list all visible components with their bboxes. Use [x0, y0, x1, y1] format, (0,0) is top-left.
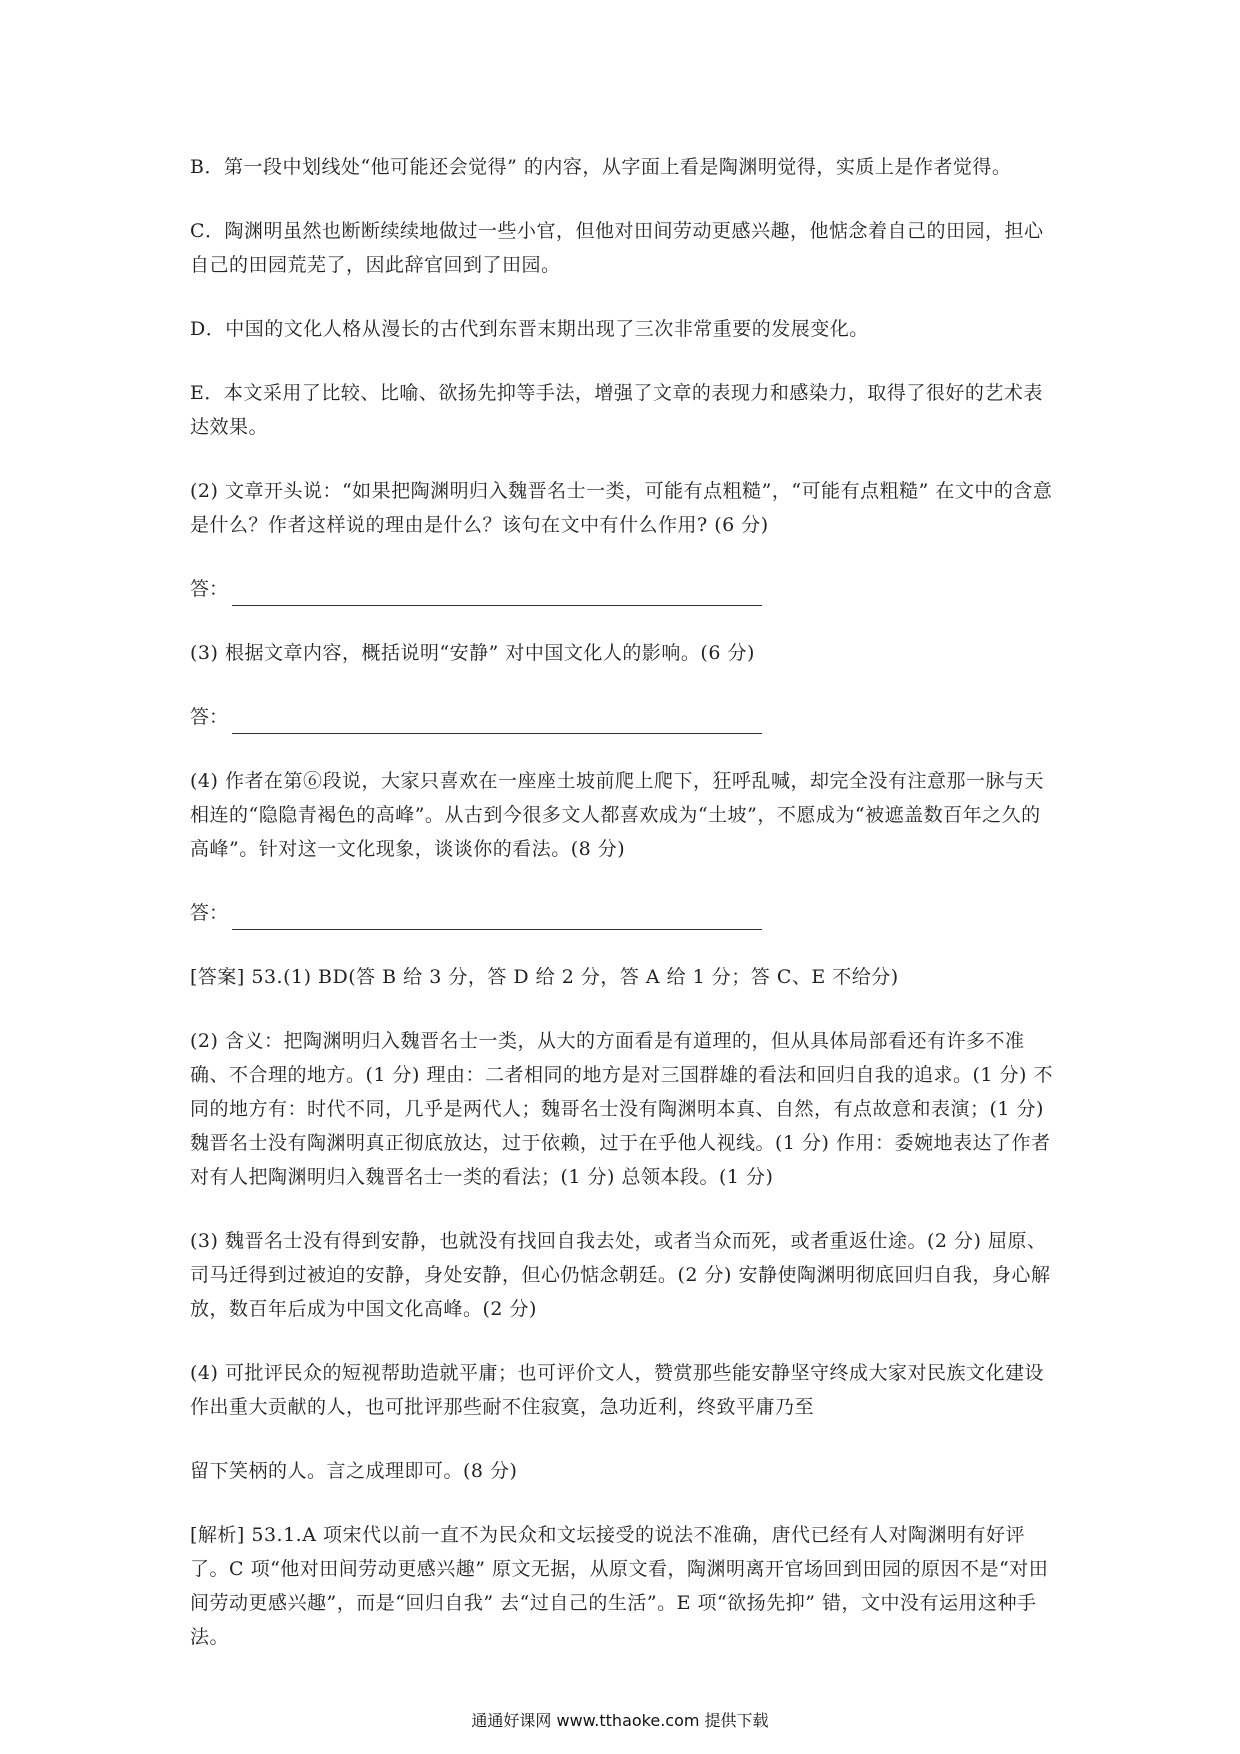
option-e: E．本文采用了比较、比喻、欲扬先抑等手法，增强了文章的表现力和感染力，取得了很好的艺术表达效果。: [190, 382, 1043, 438]
answer-line-3: [190, 700, 1060, 734]
question-3: (3) 根据文章内容，概括说明“安静” 对中国文化人的影响。(6 分): [190, 642, 755, 664]
option-d: D．中国的文化人格从漫长的古代到东晋末期出现了三次非常重要的发展变化。: [190, 318, 869, 340]
answer-3: (3) 魏晋名士没有得到安静，也就没有找回自我去处，或者当众而死，或者重返仕途。(2 分) 屈原、司马迁得到过被迫的安静，身处安静，但心仍惦念朝廷。(2 分) 安静使陶渊明彻底回归自我，身心解放，数百年后成为中国文化高峰。(2 分): [190, 1230, 1051, 1320]
answer-blank[interactable]: [232, 585, 762, 606]
answer-2: (2) 含义：把陶渊明归入魏晋名士一类，从大的方面看是有道理的，但从具体局部看还有许多不准确、不合理的地方。(1 分) 理由：二者相同的地方是对三国群雄的看法和回归自我的追求。(1 分) 不同的地方有：时代不同，几乎是两代人；魏哥名士没有陶渊明本真、自然，有点故意和表演；(1 分) 魏晋名士没有陶渊明真正彻底放达，过于依赖，过于在乎他人视线。(1 分) 作用：委婉地表达了作者对有人把陶渊明归入魏晋名士一类的看法；(1 分) 总领本段。(1 分): [190, 1030, 1053, 1188]
answer-1: [答案] 53.(1) BD(答 B 给 3 分，答 D 给 2 分，答 A 给 1 分；答 C、E 不给分): [190, 966, 899, 988]
analysis: [解析] 53.1.A 项宋代以前一直不为民众和文坛接受的说法不准确，唐代已经有人对陶渊明有好评了。C 项“他对田间劳动更感兴趣” 原文无据，从原文看，陶渊明离开官场回到田园的原因不是“对田间劳动更感兴趣”，而是“回归自我” 去“过自己的生活”。E 项“欲扬先抑” 错，文中没有运用这种手法。: [190, 1524, 1049, 1648]
answer-line-4: [190, 896, 1060, 930]
question-2: (2) 文章开头说：“如果把陶渊明归入魏晋名士一类，可能有点粗糙”，“可能有点粗糙” 在文中的含意是什么？作者这样说的理由是什么？该句在文中有什么作用? (6 分): [190, 480, 1053, 536]
answer-4-continued: 留下笑柄的人。言之成理即可。(8 分): [190, 1460, 518, 1482]
page-content: [190, 150, 1060, 1654]
answer-blank[interactable]: [232, 713, 762, 734]
answer-line-2: [190, 572, 1060, 606]
answer-blank[interactable]: [232, 909, 762, 930]
answer-4: (4) 可批评民众的短视帮助造就平庸；也可评价文人，赞赏那些能安静坚守终成大家对民族文化建设作出重大贡献的人，也可批评那些耐不住寂寞，急功近利，终致平庸乃至: [190, 1362, 1044, 1418]
answer-label: 答：: [190, 902, 229, 924]
answer-label: 答：: [190, 578, 229, 600]
option-c: C．陶渊明虽然也断断续续地做过一些小官，但他对田间劳动更感兴趣，他惦念着自己的田园，担心自己的田园荒芜了，因此辞官回到了田园。: [190, 220, 1044, 276]
answer-label: 答：: [190, 706, 229, 728]
footer-credit: 通通好课网 www.tthaoke.com 提供下载: [471, 1711, 769, 1730]
option-b: B．第一段中划线处“他可能还会觉得” 的内容，从字面上看是陶渊明觉得，实质上是作者觉得。: [190, 156, 1012, 178]
question-4: (4) 作者在第⑥段说，大家只喜欢在一座座土坡前爬上爬下，狂呼乱喊，却完全没有注意那一脉与天相连的“隐隐青褐色的高峰”。从古到今很多文人都喜欢成为“土坡”，不愿成为“被遮盖数百年之久的高峰”。针对这一文化现象，谈谈你的看法。(8 分): [190, 770, 1044, 860]
